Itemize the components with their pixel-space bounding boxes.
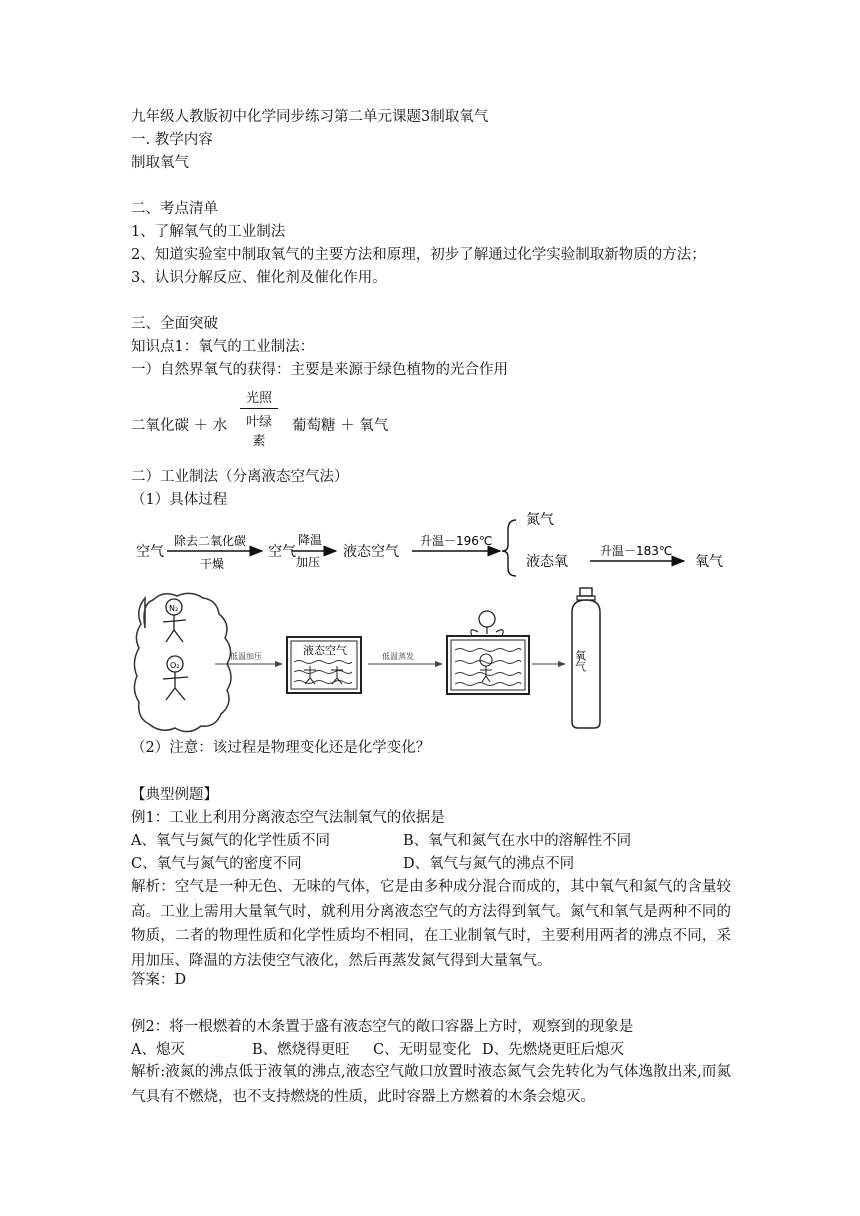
step-1-label: （1）具体过程: [131, 492, 228, 508]
cylinder-valve: [580, 588, 592, 596]
example-1-option-d: D、氧气与氮气的沸点不同: [403, 856, 575, 872]
flow-liquid-oxygen: 液态氧: [526, 554, 568, 570]
example-1-answer: 答案：D: [131, 972, 187, 988]
example-2-option-b: B、燃烧得更旺: [252, 1042, 350, 1058]
knowledge-point-1: 知识点1：氧气的工业制法：: [131, 339, 315, 355]
checklist-item-1: 1、了解氧气的工业制法: [131, 224, 286, 240]
escaping-n2-body: [471, 627, 503, 636]
cylinder-label: 氧气: [573, 650, 587, 672]
equation-products: 葡萄糖 ＋ 氧气: [292, 418, 389, 434]
flow-nitrogen: 氮气: [526, 512, 554, 528]
equation-reactants: 二氧化碳 ＋ 水: [131, 418, 228, 434]
tank-waves: [294, 661, 352, 684]
illus-arrow-2-label: 低温蒸发: [382, 652, 414, 661]
examples-heading: 【典型例题】: [131, 787, 218, 803]
illus-arrow-1-label: 低温加压: [230, 652, 262, 661]
example-1-option-a: A、氧气与氮气的化学性质不同: [131, 833, 330, 849]
condition-top: 光照: [245, 391, 272, 406]
example-2-option-a: A、熄灭: [131, 1042, 185, 1058]
example-1-option-c: C、氧气与氮气的密度不同: [131, 856, 302, 872]
remaining-o2-head: [480, 654, 492, 666]
o2-body: [163, 672, 188, 700]
n2-label: N₂: [169, 604, 179, 613]
flow-air: 空气: [136, 544, 164, 560]
flow-air-2: 空气: [268, 544, 296, 560]
flow-remove-co2: 除去二氧化碳: [174, 534, 247, 548]
flow-liquid-air: 液态空气: [343, 544, 399, 560]
flow-heat-2: 升温－183℃: [600, 544, 673, 558]
page-title: 九年级人教版初中化学同步练习第二单元课题3制取氧气: [131, 109, 489, 125]
subsection-industrial: 二）工业制法（分离液态空气法）: [131, 469, 349, 485]
n2-body: [163, 615, 186, 642]
checklist-item-2: 2、知道实验室中制取氧气的主要方法和原理，初步了解通过化学实验制取新物质的方法；: [131, 247, 706, 263]
escaping-n2-head: [479, 611, 495, 627]
step-2-note: （2）注意：该过程是物理变化还是化学变化？: [131, 740, 431, 756]
example-2-option-d: D、先燃烧更旺后熄灭: [482, 1042, 625, 1058]
flow-heat-1: 升温－196℃: [420, 534, 493, 548]
example-1-option-b: B、氧气和氮气在水中的溶解性不同: [403, 833, 632, 849]
example-1-question: 例1：工业上利用分离液态空气法制氧气的依据是: [131, 810, 445, 826]
section1-heading: 一. 教学内容: [131, 132, 213, 148]
flow-cool: 降温: [298, 533, 323, 547]
section3-heading: 三、全面突破: [131, 316, 218, 332]
flow-pressurize: 加压: [296, 555, 321, 569]
section2-heading: 二、考点清单: [131, 201, 218, 217]
tank-label: 液态空气: [303, 644, 347, 657]
example-2-option-c: C、无明显变化: [373, 1042, 472, 1058]
subsection-natural: 一）自然界氧气的获得：主要是来源于绿色植物的光合作用: [131, 362, 508, 378]
flow-oxygen: 氧气: [695, 554, 723, 570]
example-1-analysis: 解析：空气是一种无色、无味的气体，它是由多种成分混合而成的，其中氧气和氮气的含量较高。工业上需用大量氧气时，就利用分离液态空气的方法得到氧气。氮气和氧气是两种不同的物质，二者的物理性质和化学性质均不相同，在工业制氧气时，主要利用两者的沸点不同，采用加压、降温的方法使空气液化，然后再蒸发氮气得到大量氧气。: [131, 879, 731, 969]
condition-bottom: 叶绿素: [245, 415, 272, 449]
o2-label: O₂: [170, 661, 180, 670]
example-2-analysis: 解析:液氮的沸点低于液氧的沸点,液态空气敞口放置时液态氮气会先转化为气体逸散出来,而氮气具有不燃烧，也不支持燃烧的性质，此时容器上方燃着的木条会熄灭。: [131, 1064, 731, 1105]
flow-dry: 干燥: [200, 557, 225, 571]
example-2-question: 例2：将一根燃着的木条置于盛有液态空气的敞口容器上方时，观察到的现象是: [131, 1019, 634, 1035]
checklist-item-3: 3、认识分解反应、催化剂及催化作用。: [131, 270, 387, 286]
section1-content: 制取氧气: [131, 155, 189, 171]
remaining-o2-body: [480, 666, 492, 682]
